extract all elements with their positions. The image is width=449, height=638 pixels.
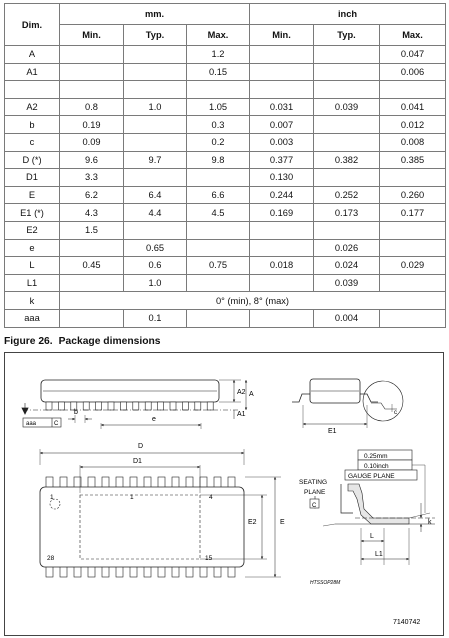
cell-dim: E1 (*) [5, 204, 60, 222]
cell-k-value: 0° (min), 8° (max) [60, 292, 446, 310]
cell-inch-max [380, 239, 446, 257]
cell-mm-typ [124, 63, 187, 81]
cell-inch-max: 0.177 [380, 204, 446, 222]
cell-inch-typ: 0.026 [314, 239, 380, 257]
cell-mm-max: 0.15 [187, 63, 250, 81]
cell-mm-typ: 6.4 [124, 186, 187, 204]
cell-inch-max: 0.047 [380, 46, 446, 64]
bottom-lead [88, 566, 95, 577]
cell-inch-max: 0.029 [380, 257, 446, 275]
cell-inch-min: 0.244 [250, 186, 314, 204]
label-gauge-mm: 0.25mm [364, 453, 388, 460]
label-l: L [370, 533, 374, 540]
table-row [5, 274, 446, 292]
cell-mm-min: 0.8 [60, 98, 124, 116]
header-inch-min: Min. [250, 25, 314, 46]
lead-detail [310, 484, 435, 565]
side-lead [96, 402, 102, 410]
cell-mm-typ [124, 169, 187, 187]
cell-mm-typ [124, 133, 187, 151]
bottom-lead [158, 566, 165, 577]
label-doc-number: 7140742 [393, 619, 421, 626]
table-row [5, 204, 446, 222]
cell-inch-typ: 0.024 [314, 257, 380, 275]
label-e-width: E [280, 519, 285, 526]
label-e: e [152, 416, 156, 423]
top-lead [200, 477, 207, 488]
cell-dim: A2 [5, 98, 60, 116]
package-drawing-svg [5, 353, 443, 635]
cell-mm-typ [124, 116, 187, 134]
package-drawing [4, 352, 444, 636]
cell-mm-typ: 9.7 [124, 151, 187, 169]
cell-dim: D1 [5, 169, 60, 187]
cell-inch-min [250, 221, 314, 239]
cell-dim: E [5, 186, 60, 204]
bottom-lead [172, 566, 179, 577]
cell-mm-typ: 0.1 [124, 309, 187, 327]
top-lead [228, 477, 235, 488]
label-seating-datum: C [312, 503, 317, 509]
cell-mm-max [187, 274, 250, 292]
table-row [5, 116, 446, 134]
header-inch-group: inch [250, 4, 446, 25]
label-package-code: HTSSOP28M [310, 580, 341, 586]
top-lead [130, 477, 137, 488]
cell-dim: A1 [5, 63, 60, 81]
top-lead [158, 477, 165, 488]
label-l1: L1 [375, 551, 383, 558]
cell-inch-max: 0.008 [380, 133, 446, 151]
table-row [5, 309, 446, 327]
table-row [5, 151, 446, 169]
cell-mm-min [60, 239, 124, 257]
side-lead [58, 402, 64, 410]
label-k: k [428, 519, 432, 526]
cell-inch-min [250, 274, 314, 292]
cell-mm-max: 0.75 [187, 257, 250, 275]
cell-mm-min: 9.6 [60, 151, 124, 169]
cell-mm-typ: 1.0 [124, 98, 187, 116]
label-e2: E2 [248, 519, 257, 526]
package-dimensions-table [4, 3, 446, 328]
cell-mm-max: 9.8 [187, 151, 250, 169]
table-row [5, 63, 446, 81]
cell-mm-min [60, 274, 124, 292]
cell-mm-typ: 0.6 [124, 257, 187, 275]
table-row [5, 98, 446, 116]
label-aaa-datum: C [54, 421, 59, 427]
label-aaa-tolerance: aaa [26, 421, 37, 427]
cell-inch-max [380, 309, 446, 327]
cell-inch-max: 0.385 [380, 151, 446, 169]
table-row [5, 186, 446, 204]
table-row [5, 292, 446, 310]
label-a: A [249, 391, 254, 398]
cell-inch-typ: 0.382 [314, 151, 380, 169]
cell-mm-max: 4.5 [187, 204, 250, 222]
cell-inch-min: 0.007 [250, 116, 314, 134]
cell-inch-max: 0.006 [380, 63, 446, 81]
cell-inch-min: 0.031 [250, 98, 314, 116]
cell-dim: L1 [5, 274, 60, 292]
side-lead [83, 402, 89, 410]
side-lead [133, 402, 139, 410]
cell-inch-min: 0.169 [250, 204, 314, 222]
header-mm-group: mm. [60, 4, 250, 25]
cell-inch-max [380, 169, 446, 187]
label-b: b [74, 409, 78, 416]
cell-dim: b [5, 116, 60, 134]
cell-mm-max [187, 309, 250, 327]
table-row [5, 239, 446, 257]
cell-mm-min [60, 309, 124, 327]
label-d: D [138, 443, 144, 450]
cell-mm-typ [124, 81, 187, 99]
bottom-lead [186, 566, 193, 577]
cell-mm-min: 0.19 [60, 116, 124, 134]
side-lead [108, 402, 114, 410]
label-pin-28: 28 [47, 555, 55, 562]
top-lead [144, 477, 151, 488]
table-row [5, 133, 446, 151]
label-a2: A2 [237, 389, 246, 396]
side-view-leads [46, 402, 213, 410]
cell-inch-typ: 0.252 [314, 186, 380, 204]
cell-inch-typ: 0.004 [314, 309, 380, 327]
header-inch-max: Max. [380, 25, 446, 46]
label-gauge-inch: 0.10inch [364, 463, 389, 470]
cell-inch-min: 0.018 [250, 257, 314, 275]
side-lead [46, 402, 52, 410]
header-mm-typ: Typ. [124, 25, 187, 46]
figure-number: Figure 26. [4, 336, 53, 347]
cell-inch-typ [314, 116, 380, 134]
cell-dim: D (*) [5, 151, 60, 169]
bottom-lead [60, 566, 67, 577]
label-c: c [394, 410, 397, 416]
bottom-lead [214, 566, 221, 577]
side-lead [195, 402, 201, 410]
cell-mm-min: 0.45 [60, 257, 124, 275]
cell-inch-max: 0.012 [380, 116, 446, 134]
label-pin-1: 1 [50, 494, 54, 501]
side-lead [145, 402, 151, 410]
top-view [40, 449, 281, 577]
top-lead [102, 477, 109, 488]
bottom-lead [46, 566, 53, 577]
end-view [292, 379, 403, 428]
cell-mm-min: 3.3 [60, 169, 124, 187]
cell-inch-typ: 0.039 [314, 98, 380, 116]
cell-mm-max: 0.3 [187, 116, 250, 134]
cell-inch-min [250, 63, 314, 81]
bottom-lead [102, 566, 109, 577]
label-pin-marker: 1 [130, 494, 134, 501]
cell-dim: L [5, 257, 60, 275]
cell-mm-typ [124, 221, 187, 239]
cell-mm-max [187, 221, 250, 239]
cell-inch-max [380, 221, 446, 239]
header-mm-max: Max. [187, 25, 250, 46]
bottom-lead [130, 566, 137, 577]
cell-dim: c [5, 133, 60, 151]
top-lead [172, 477, 179, 488]
cell-mm-typ: 0.65 [124, 239, 187, 257]
cell-mm-min: 6.2 [60, 186, 124, 204]
label-d1: D1 [133, 458, 142, 465]
label-seating: SEATING [299, 479, 328, 486]
cell-dim: k [5, 292, 60, 310]
cell-mm-min [60, 81, 124, 99]
cell-inch-max [380, 81, 446, 99]
cell-mm-typ: 1.0 [124, 274, 187, 292]
cell-inch-typ: 0.039 [314, 274, 380, 292]
label-gauge-plane: GAUGE PLANE [348, 473, 395, 480]
side-lead [120, 402, 126, 410]
table-row [5, 46, 446, 64]
cell-inch-min: 0.377 [250, 151, 314, 169]
label-pin-4: 4 [209, 494, 213, 501]
cell-inch-typ: 0.173 [314, 204, 380, 222]
bottom-lead [228, 566, 235, 577]
cell-inch-min [250, 309, 314, 327]
cell-inch-typ [314, 63, 380, 81]
cell-dim: e [5, 239, 60, 257]
header-dim: Dim. [5, 4, 60, 46]
cell-mm-min: 1.5 [60, 221, 124, 239]
cell-inch-max: 0.041 [380, 98, 446, 116]
cell-inch-min: 0.003 [250, 133, 314, 151]
cell-dim: E2 [5, 221, 60, 239]
cell-dim: aaa [5, 309, 60, 327]
label-a1: A1 [237, 411, 246, 418]
cell-inch-min [250, 46, 314, 64]
top-lead [186, 477, 193, 488]
side-lead [207, 402, 213, 410]
cell-mm-max [187, 239, 250, 257]
cell-inch-min [250, 239, 314, 257]
cell-mm-min: 0.09 [60, 133, 124, 151]
cell-inch-typ [314, 46, 380, 64]
cell-inch-max: 0.260 [380, 186, 446, 204]
cell-inch-max [380, 274, 446, 292]
cell-mm-max: 0.2 [187, 133, 250, 151]
cell-mm-max: 1.2 [187, 46, 250, 64]
table-row [5, 221, 446, 239]
cell-mm-min [60, 63, 124, 81]
cell-inch-min [250, 81, 314, 99]
header-inch-typ: Typ. [314, 25, 380, 46]
bottom-lead [116, 566, 123, 577]
bottom-lead [74, 566, 81, 577]
top-lead [46, 477, 53, 488]
cell-mm-max: 1.05 [187, 98, 250, 116]
bottom-lead [144, 566, 151, 577]
bottom-lead [200, 566, 207, 577]
label-e1: E1 [328, 428, 337, 435]
top-lead [116, 477, 123, 488]
table-row [5, 81, 446, 99]
label-pin-15: 15 [205, 555, 213, 562]
figure-title: Package dimensions [58, 336, 161, 347]
side-lead [170, 402, 176, 410]
cell-mm-typ [124, 46, 187, 64]
label-plane: PLANE [304, 489, 326, 496]
cell-inch-typ [314, 81, 380, 99]
side-lead [182, 402, 188, 410]
cell-dim [5, 81, 60, 99]
cell-mm-typ: 4.4 [124, 204, 187, 222]
figure-caption [4, 336, 161, 347]
cell-mm-min [60, 46, 124, 64]
top-lead [60, 477, 67, 488]
cell-mm-max: 6.6 [187, 186, 250, 204]
cell-inch-min: 0.130 [250, 169, 314, 187]
cell-inch-typ [314, 221, 380, 239]
header-mm-min: Min. [60, 25, 124, 46]
table-row [5, 257, 446, 275]
table-row [5, 169, 446, 187]
top-lead [214, 477, 221, 488]
cell-mm-max [187, 81, 250, 99]
cell-dim: A [5, 46, 60, 64]
cell-mm-min: 4.3 [60, 204, 124, 222]
cell-inch-typ [314, 169, 380, 187]
cell-inch-typ [314, 133, 380, 151]
side-lead [158, 402, 164, 410]
top-lead [88, 477, 95, 488]
cell-mm-max [187, 169, 250, 187]
